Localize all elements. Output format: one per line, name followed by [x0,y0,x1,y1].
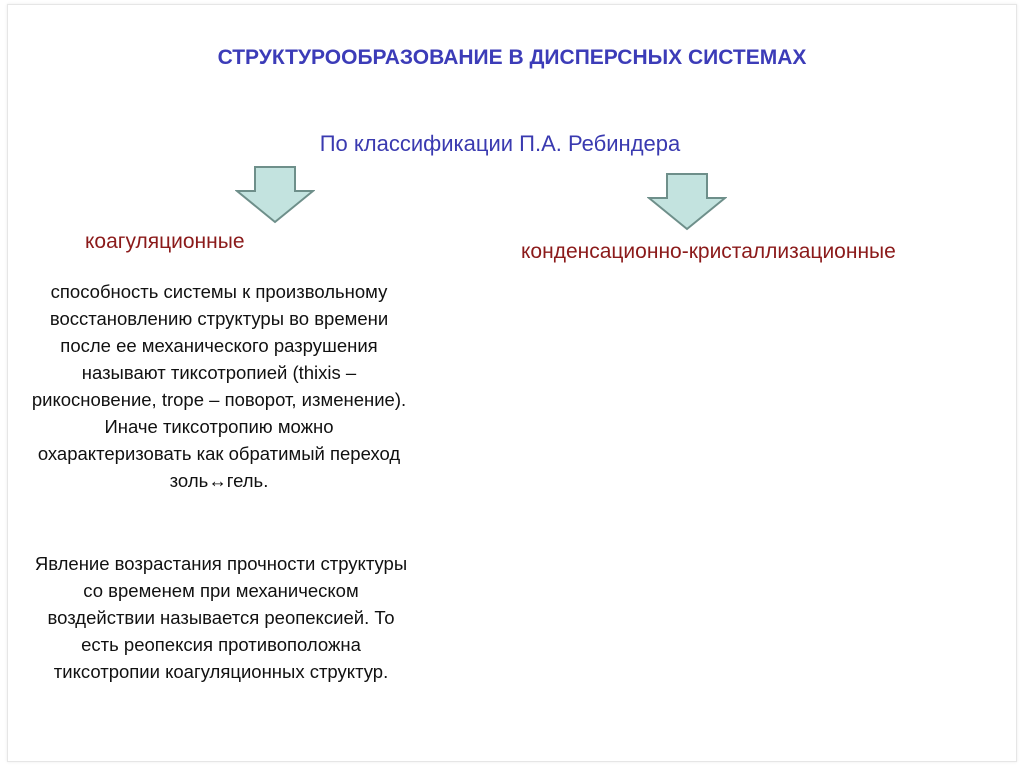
slide-title: СТРУКТУРООБРАЗОВАНИЕ В ДИСПЕРСНЫХ СИСТЕМАХ [217,46,807,69]
rheopexy-paragraph: Явление возрастания прочности структуры со временем при механическом воздействии называется реопексией. То есть реопексия противоположна тиксотропии коагуляционных структур. [34,553,408,682]
thixotropy-paragraph: способность системы к произвольному восстановлению структуры во времени после ее механического разрушения называют тиксотропией (thixis – рикосновение, trope – поворот, изменение). Иначе тиксотропию можно охарактеризовать как обратимый переход золь↔гель. [31,281,407,491]
down-arrow-icon [235,166,315,224]
branch-condensation-crystallization: конденсационно-кристаллизационные [521,240,896,263]
down-arrow-icon [647,173,727,231]
slide-subtitle: По классификации П.А. Ребиндера [319,131,681,156]
branch-coagulation: коагуляционные [85,230,245,253]
